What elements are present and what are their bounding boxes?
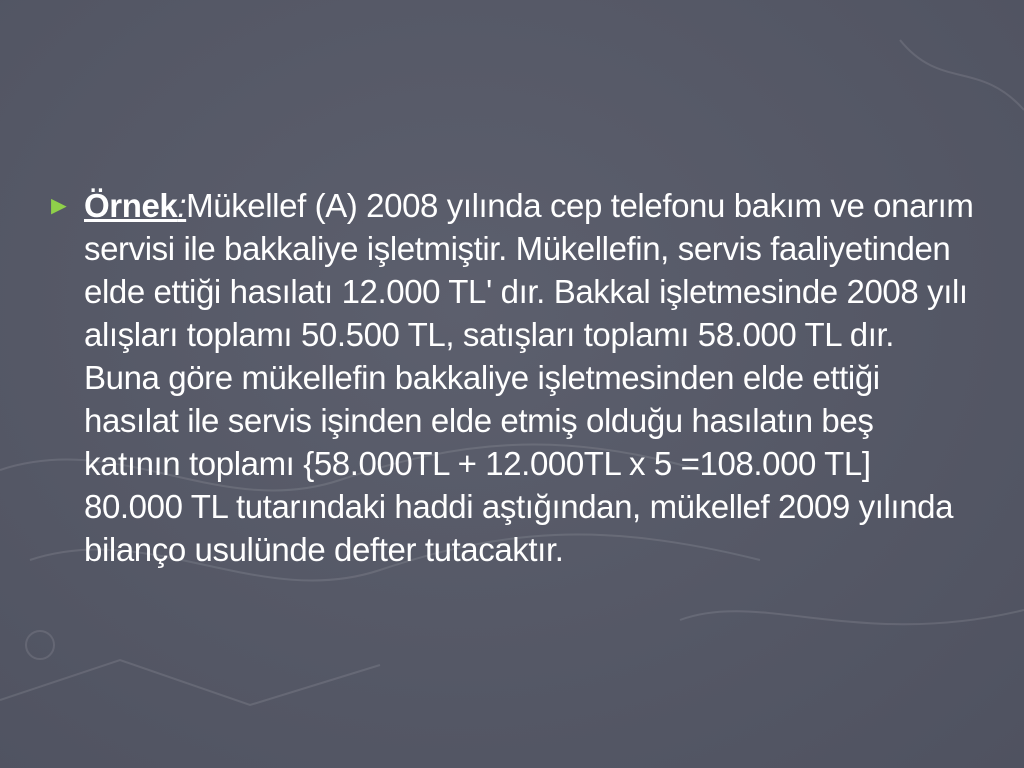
bullet-item: [46, 184, 976, 571]
example-body-text: Mükellef (A) 2008 yılında cep telefonu bakım ve onarım servisi ile bakkaliye işletmiştir. Mükellefin, servis faaliyetinden elde ettiği hasılatı 12.000 TL' dır. Bakkal işletmesinde 2008 yılı alışları toplamı 50.500 TL, satışları toplamı 58.000 TL dır. Buna göre mükellefin bakkaliye işletmesinden elde ettiği hasılat ile servis işinden elde etmiş olduğu hasılatın beş katının toplamı {58.000TL + 12.000TL x 5 =108.000 TL] 80.000 TL tutarındaki haddi aştığından, mükellef 2009 yılında bilanço usulünde defter tutacaktır.: [84, 187, 974, 568]
example-label-colon: :: [177, 187, 187, 224]
bullet-paragraph: [84, 184, 974, 571]
triangle-bullet-icon: ►: [46, 190, 72, 220]
example-label: Örnek: [84, 187, 178, 224]
